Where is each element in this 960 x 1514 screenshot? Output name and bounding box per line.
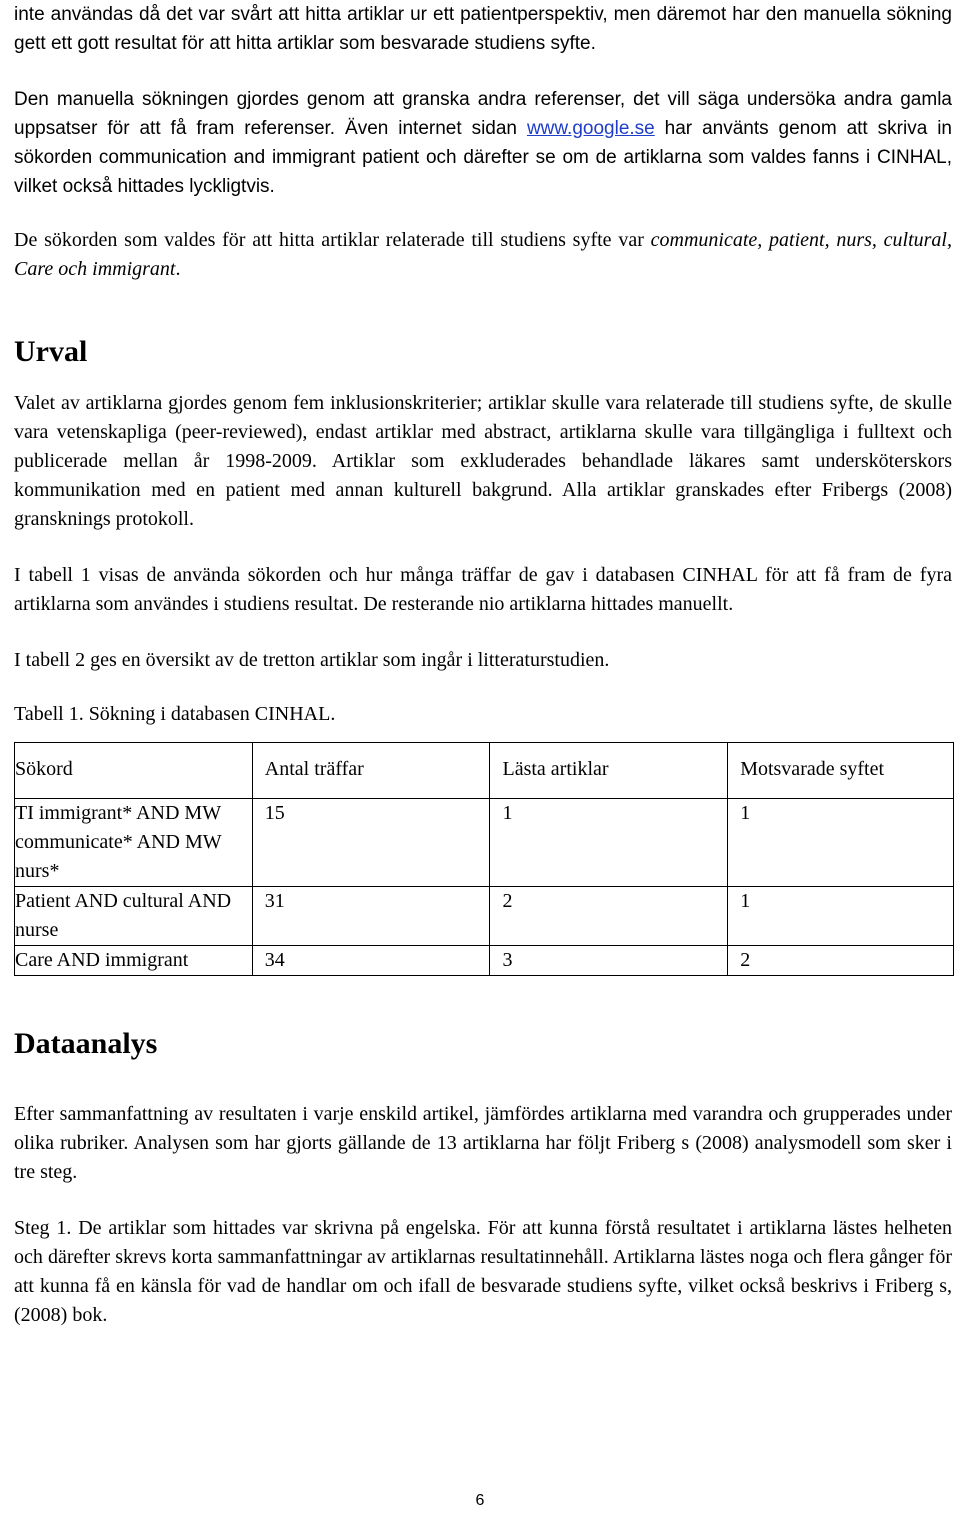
header-cell-lasta-artiklar: Lästa artiklar	[490, 743, 728, 799]
table-cell-lasta: 2	[490, 887, 728, 946]
header-cell-motsvarade-syftet: Motsvarade syftet	[728, 743, 954, 799]
header-cell-sokord: Sökord	[15, 743, 253, 799]
dataanalys-paragraph-2: Steg 1. De artiklar som hittades var skrivna på engelska. För att kunna förstå resultatet i artiklarna lästes helheten och därefter skrevs korta sammanfattningar av artiklarnas resultatinnehåll. Artiklarna lästes noga och flera gånger för att kunna få en känsla för vad de handlar om och ifall de besvarade studiens syfte, vilket också beskrivs i Friberg s, (2008) bok.	[14, 1217, 952, 1326]
intro-paragraph-2	[14, 85, 952, 201]
urval-paragraph-3: I tabell 2 ges en översikt av de tretton artiklar som ingår i litteraturstudien.	[14, 649, 610, 671]
urval-heading: Urval	[14, 335, 88, 368]
table-cell-sokord: Care AND immigrant	[15, 946, 253, 976]
table-cell-lasta: 3	[490, 946, 728, 976]
document-page	[14, 0, 952, 1330]
search-terms-italic: communicate, patient, nurs, cultural, Care och immigrant	[14, 229, 952, 280]
table-cell-motsvarade: 1	[728, 887, 954, 946]
page-number: 6	[475, 1492, 485, 1509]
table-row	[15, 799, 954, 887]
urval-paragraph-2: I tabell 1 visas de använda sökorden och hur många träffar de gav i databasen CINHAL för att få fram de fyra artiklarna som användes i studiens resultat. De resterande nio artiklarna hittades manuellt.	[14, 564, 952, 615]
table-cell-antal: 15	[252, 799, 490, 887]
intro-paragraph-3-end: .	[175, 258, 181, 280]
intro-paragraph-2-text-b: har använts genom att skriva in sökorden communication and immigrant patient och därefter se om de artiklarna som valdes fanns i CINHAL, vilket också hittades lyckligtvis.	[14, 118, 952, 197]
header-cell-antal-traffar: Antal träffar	[252, 743, 490, 799]
table-row	[15, 946, 954, 976]
table-header-row	[15, 743, 954, 799]
dataanalys-heading: Dataanalys	[14, 1027, 158, 1060]
table-cell-sokord: TI immigrant* AND MW communicate* AND MW nurs*	[15, 799, 253, 887]
intro-paragraph-1: inte användas då det var svårt att hitta artiklar ur ett patientperspektiv, men däremot har den manuella sökning gett ett gott resultat för att hitta artiklar som besvarade studiens syfte.	[14, 4, 952, 54]
urval-paragraph-1: Valet av artiklarna gjordes genom fem inklusionskriterier; artiklar skulle vara relaterade till studiens syfte, de skulle vara vetenskapliga (peer-reviewed), endast artiklar med abstract, artiklarna skulle vara tillgängliga i fulltext och publicerade mellan år 1998-2009. Artiklar som exkluderades behandlade läkares samt undersköterskors kommunikation med en patient med annan kulturell bakgrund. Alla artiklar granskades efter Fribergs (2008) gransknings protokoll.	[14, 392, 952, 530]
dataanalys-paragraph-1: Efter sammanfattning av resultaten i varje enskild artikel, jämfördes artiklarna med varandra och grupperades under olika rubriker. Analysen som har gjorts gällande de 13 artiklarna har följt Friberg s (2008) analysmodell som sker i tre steg.	[14, 1103, 952, 1183]
table-cell-motsvarade: 2	[728, 946, 954, 976]
intro-paragraph-3-text: De sökorden som valdes för att hitta artiklar relaterade till studiens syfte var	[14, 229, 651, 251]
table-cell-sokord: Patient AND cultural AND nurse	[15, 887, 253, 946]
search-results-table	[14, 742, 954, 976]
table-row	[15, 887, 954, 946]
intro-paragraph-3	[14, 226, 952, 284]
table-cell-antal: 31	[252, 887, 490, 946]
table-cell-lasta: 1	[490, 799, 728, 887]
table-caption: Tabell 1. Sökning i databasen CINHAL.	[14, 703, 336, 725]
table-cell-antal: 34	[252, 946, 490, 976]
intro-paragraph-2-text-a: Den manuella sökningen gjordes genom att granska andra referenser, det vill säga undersöka andra gamla uppsatser för att få fram referenser. Även internet sidan	[14, 89, 952, 139]
table-cell-motsvarade: 1	[728, 799, 954, 887]
google-link[interactable]: www.google.se	[526, 118, 655, 139]
